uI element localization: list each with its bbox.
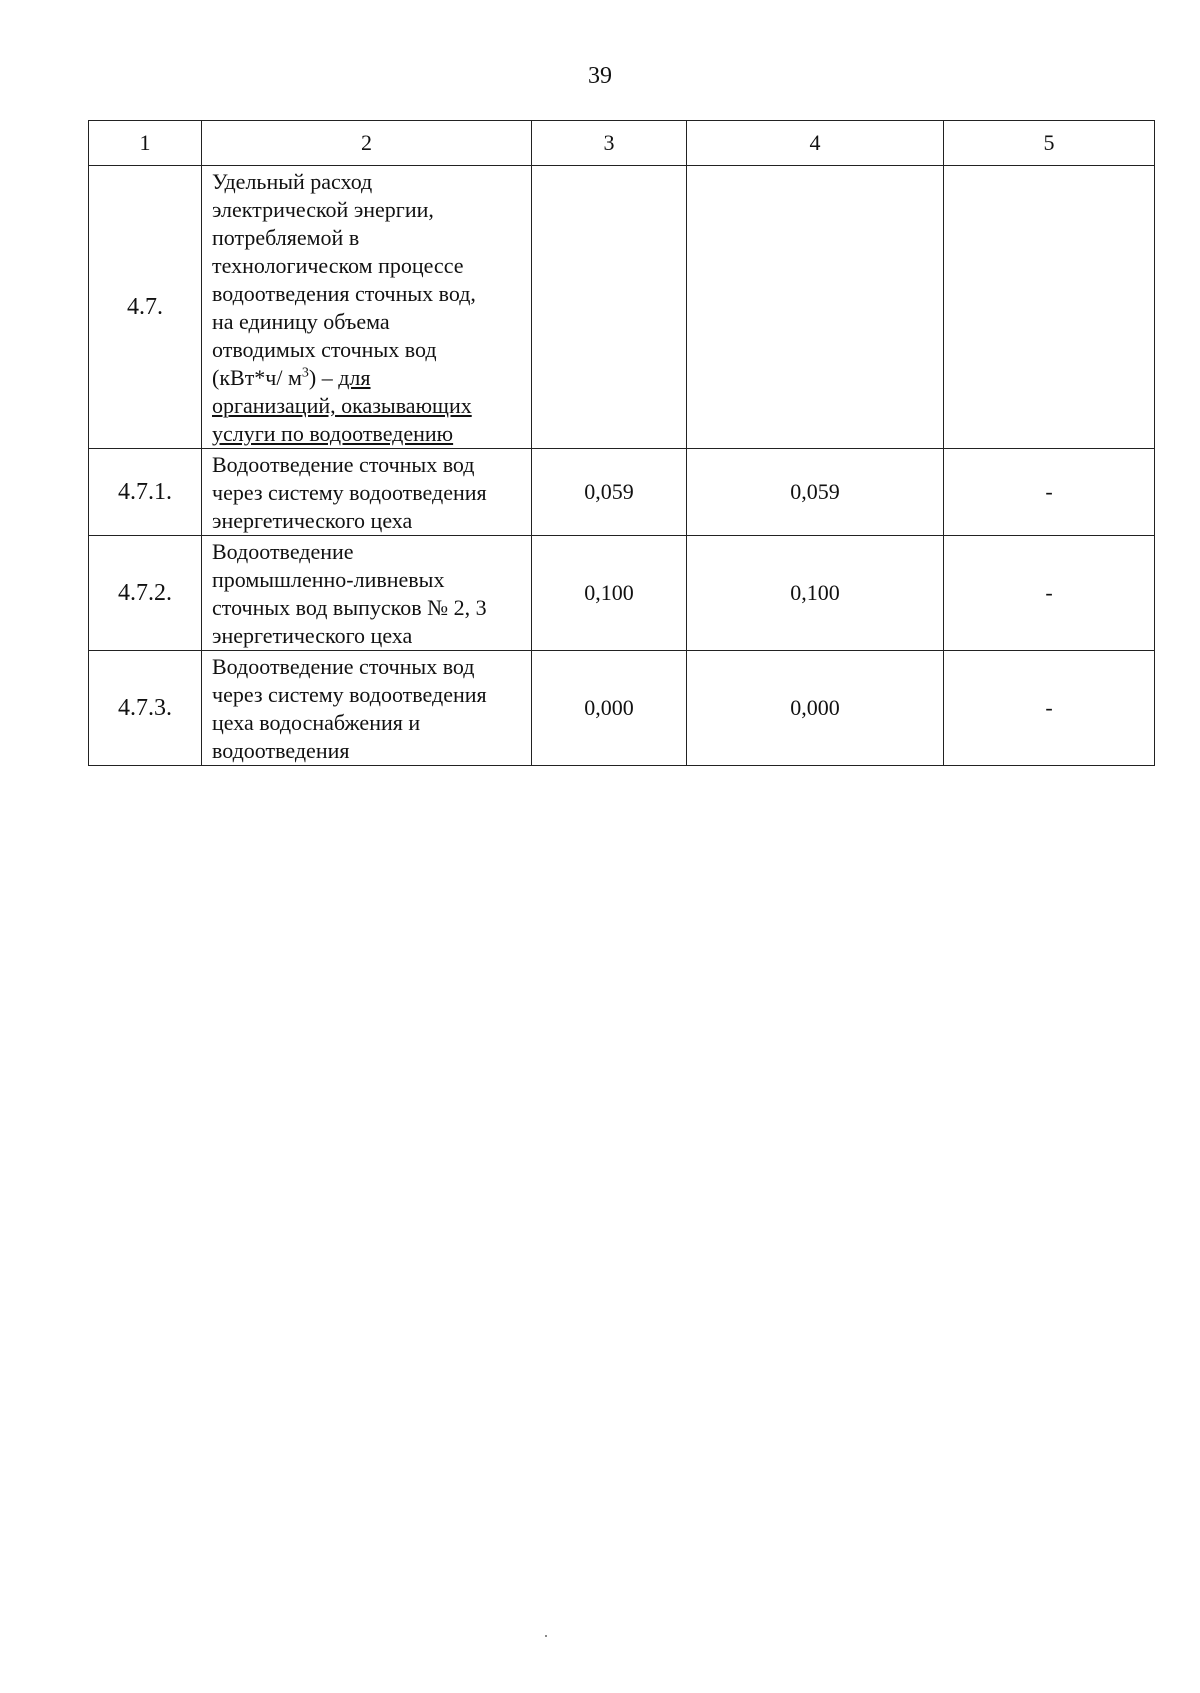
header-cell-2: 2 xyxy=(202,121,532,166)
description-line: отводимых сточных вод xyxy=(212,337,437,362)
unit-text: (кВт*ч/ м xyxy=(212,365,302,390)
description-line: цеха водоснабжения и xyxy=(212,710,421,735)
value-col-3: 0,059 xyxy=(532,449,687,536)
value-col-3 xyxy=(532,166,687,449)
unit-superscript: 3 xyxy=(301,365,309,381)
value-col-5: - xyxy=(944,449,1155,536)
value-col-4: 0,059 xyxy=(687,449,944,536)
value-col-4: 0,100 xyxy=(687,536,944,651)
value-col-3: 0,100 xyxy=(532,536,687,651)
underlined-line: организаций, оказывающих xyxy=(212,393,472,418)
description-line: Водоотведение сточных вод xyxy=(212,654,475,679)
description-line: технологическом процессе xyxy=(212,253,464,278)
description-line: потребляемой в xyxy=(212,225,360,250)
row-description xyxy=(202,651,532,766)
value-col-4 xyxy=(687,166,944,449)
value-col-5: - xyxy=(944,651,1155,766)
header-cell-5: 5 xyxy=(944,121,1155,166)
description-unit-line xyxy=(212,364,523,392)
value-col-5 xyxy=(944,166,1155,449)
description-line: водоотведения xyxy=(212,738,350,763)
header-cell-1: 1 xyxy=(89,121,202,166)
row-number: 4.7.2. xyxy=(89,536,202,651)
description-line: Водоотведение xyxy=(212,539,354,564)
table-row xyxy=(89,651,1155,766)
row-number: 4.7. xyxy=(89,166,202,449)
value-col-5: - xyxy=(944,536,1155,651)
header-cell-4: 4 xyxy=(687,121,944,166)
value-col-3: 0,000 xyxy=(532,651,687,766)
data-table xyxy=(88,120,1155,766)
unit-text-close: ) – xyxy=(308,365,339,390)
description-line: через систему водоотведения xyxy=(212,480,487,505)
description-line: Водоотведение сточных вод xyxy=(212,452,475,477)
table-row xyxy=(89,449,1155,536)
table-row xyxy=(89,166,1155,449)
description-line: водоотведения сточных вод, xyxy=(212,281,476,306)
header-cell-3: 3 xyxy=(532,121,687,166)
underlined-line: услуги по водоотведению xyxy=(212,421,454,446)
description-line: электрической энергии, xyxy=(212,197,434,222)
scan-speck xyxy=(545,1635,547,1637)
row-number: 4.7.1. xyxy=(89,449,202,536)
description-line: через систему водоотведения xyxy=(212,682,487,707)
row-description xyxy=(202,449,532,536)
description-line: энергетического цеха xyxy=(212,623,413,648)
row-number: 4.7.3. xyxy=(89,651,202,766)
page-number: 39 xyxy=(588,63,612,89)
description-line: энергетического цеха xyxy=(212,508,413,533)
description-line: сточных вод выпусков № 2, 3 xyxy=(212,595,487,620)
row-description xyxy=(202,536,532,651)
description-line: промышленно-ливневых xyxy=(212,567,445,592)
description-line: Удельный расход xyxy=(212,169,373,194)
table-row xyxy=(89,536,1155,651)
underlined-text: для xyxy=(338,365,371,390)
description-line: на единицу объема xyxy=(212,309,390,334)
value-col-4: 0,000 xyxy=(687,651,944,766)
row-description xyxy=(202,166,532,449)
table-header-row xyxy=(89,121,1155,166)
